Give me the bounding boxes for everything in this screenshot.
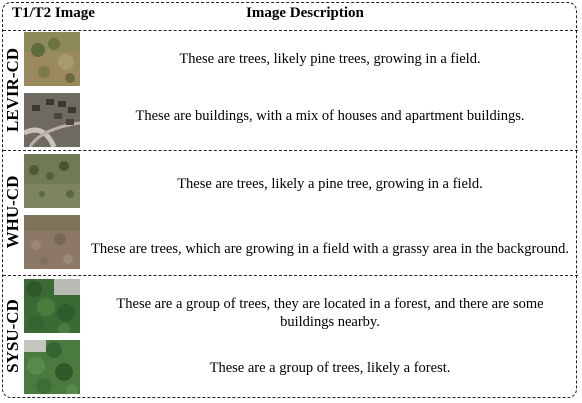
thumbnail-image [24, 93, 80, 147]
header-divider [3, 30, 578, 31]
thumbnail-image [24, 340, 80, 394]
description-cell: These are trees, which are growing in a field with a grassy area in the background. [91, 241, 569, 257]
thumbnail-image [24, 32, 80, 86]
description-cell: These are trees, likely a pine tree, growing in a field. [177, 176, 483, 192]
description-cell: These are a group of trees, likely a forest. [209, 360, 451, 376]
thumbnail-image [24, 279, 80, 333]
group-label-whu: WHU-CD [3, 175, 22, 249]
description-cell: These are buildings, with a mix of houses and apartment buildings. [135, 108, 525, 124]
thumbnail-image [24, 215, 80, 269]
description-cell: These are a group of trees, they are located in a forest, and there are some buildings nearby. [116, 296, 544, 330]
description-cell: These are trees, likely pine trees, growing in a field. [179, 51, 481, 67]
header-image: T1/T2 Image [12, 5, 95, 21]
header-description: Image Description [246, 5, 364, 21]
group-divider [3, 150, 578, 151]
group-label-levir: LEVIR-CD [3, 47, 22, 133]
group-label-sysu: SYSU-CD [3, 299, 22, 373]
thumbnail-image [24, 154, 80, 208]
